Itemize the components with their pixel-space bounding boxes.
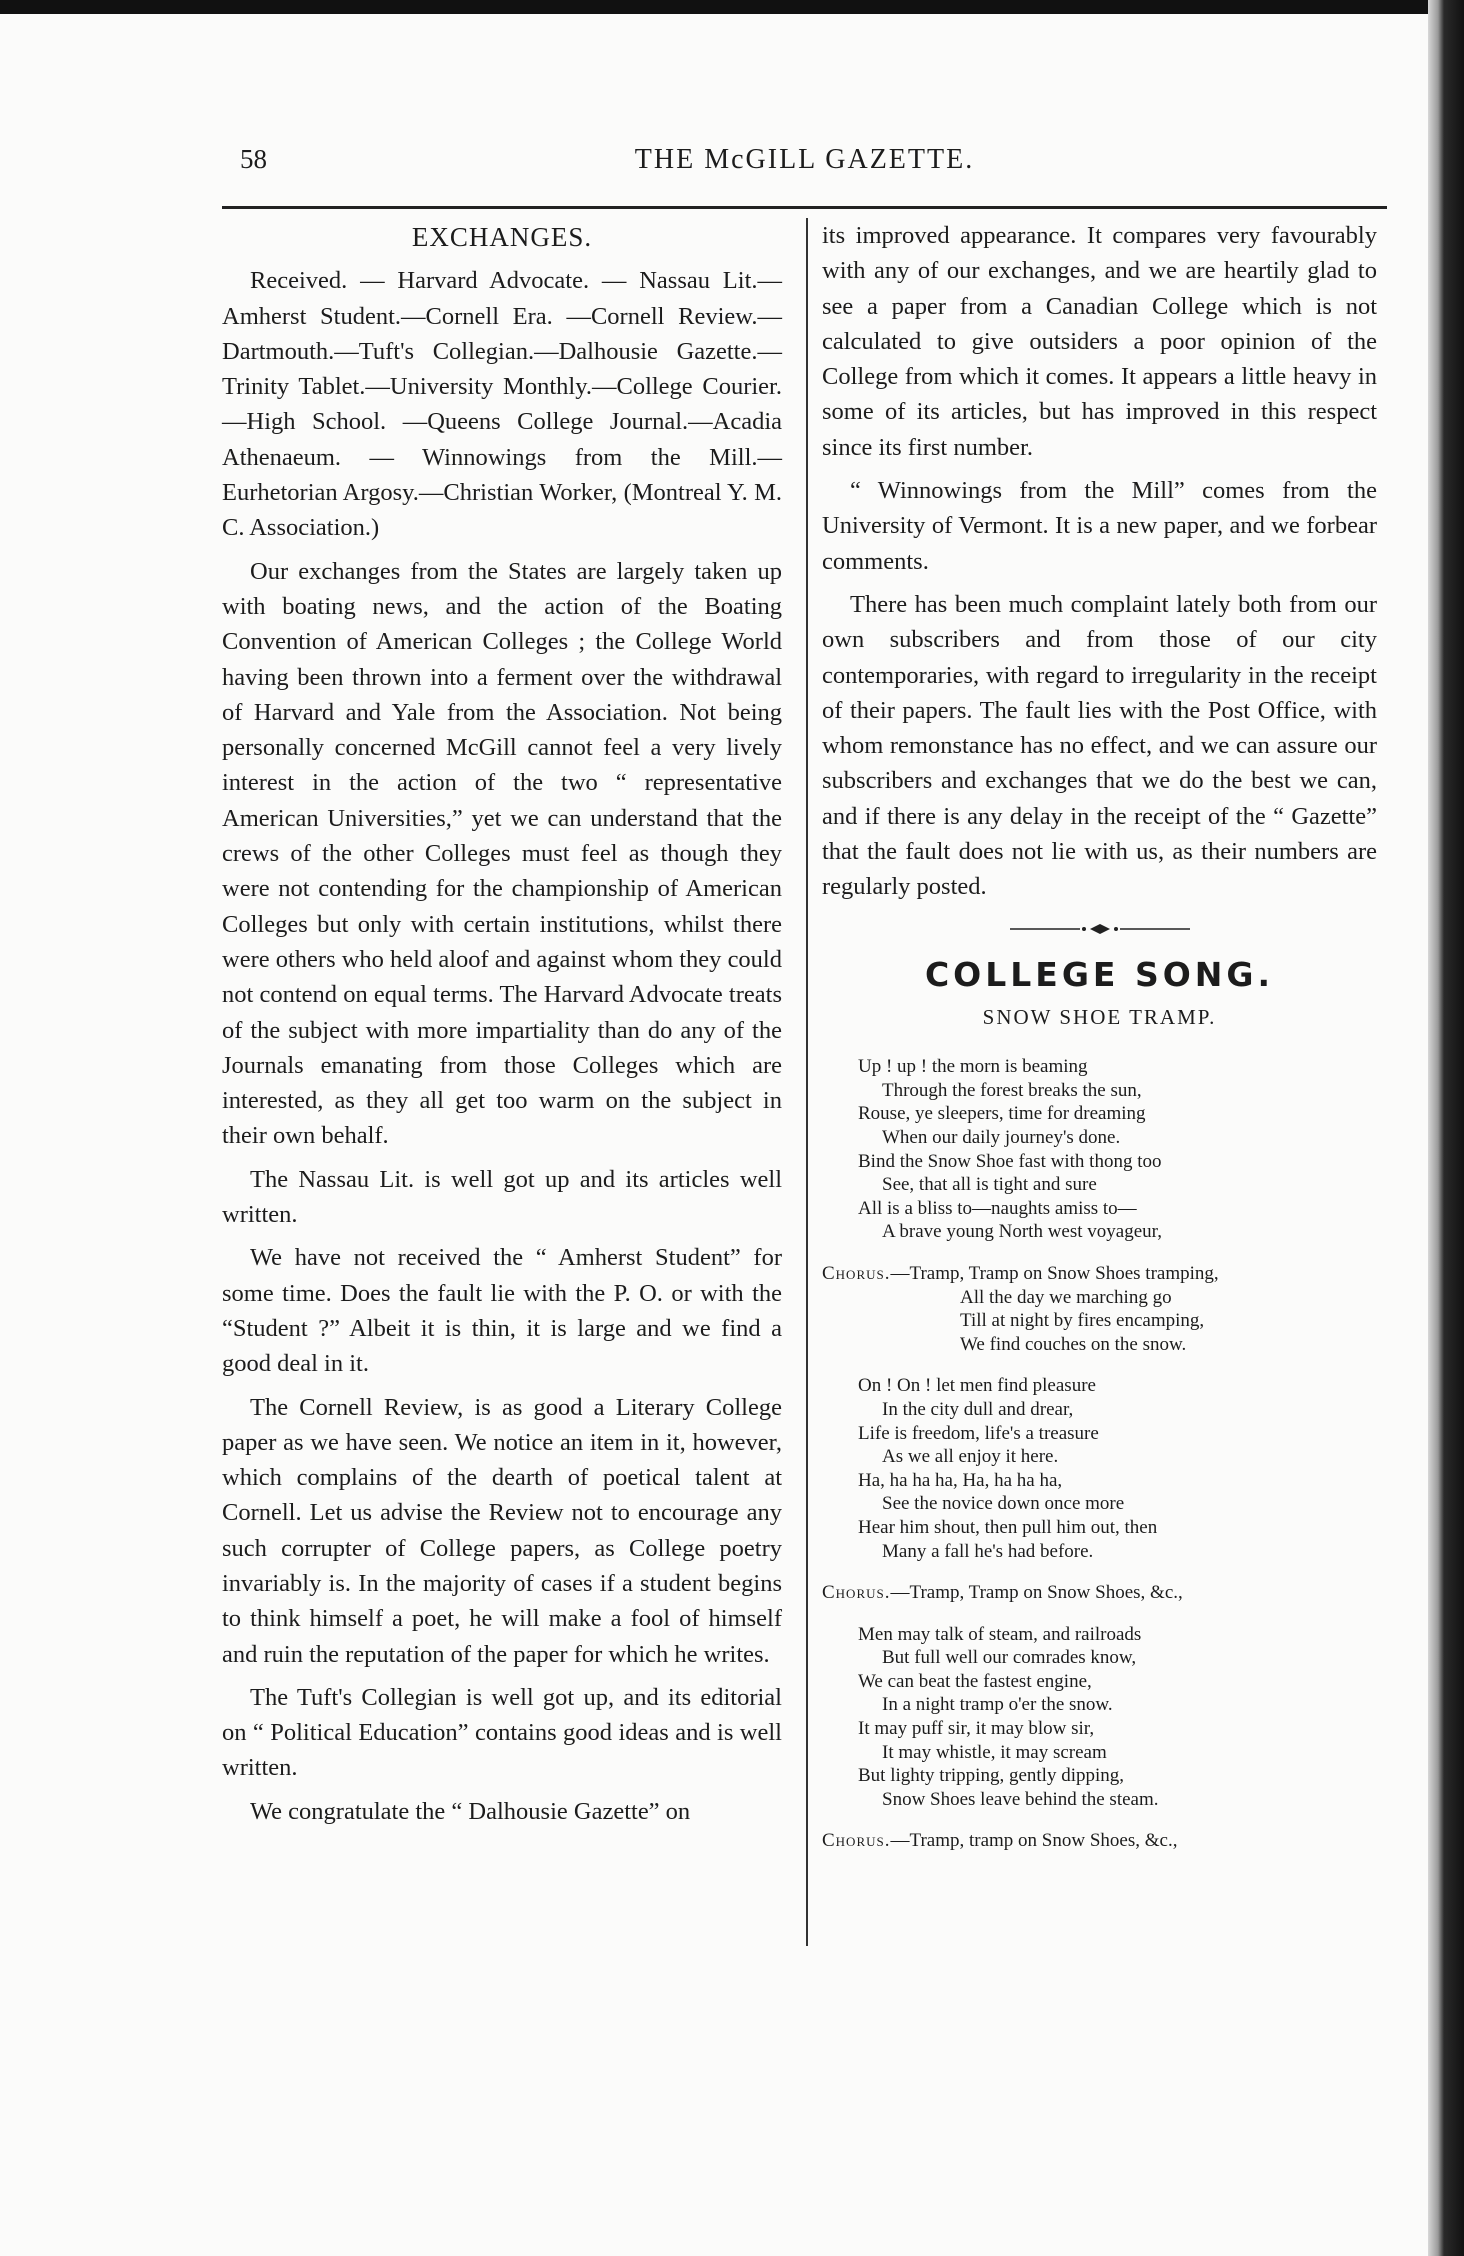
- song-stanza: [822, 1374, 1377, 1563]
- chorus-label: Chorus.: [822, 1262, 891, 1284]
- column-divider: [806, 218, 808, 1946]
- chorus-label: Chorus.: [822, 1830, 891, 1852]
- section-ornament: [822, 923, 1377, 935]
- verse-line: But lighty tripping, gently dipping,: [858, 1765, 1124, 1787]
- song-title: COLLEGE SONG.: [924, 954, 1275, 994]
- song-chorus: [822, 1581, 1377, 1605]
- verse-line: Rouse, ye sleepers, time for dreaming: [858, 1103, 1146, 1125]
- verse-line: Life is freedom, life's a treasure: [858, 1422, 1099, 1444]
- verse-line: It may puff sir, it may blow sir,: [858, 1718, 1095, 1740]
- verse-line: Through the forest breaks the sun,: [882, 1079, 1142, 1101]
- song-chorus: [822, 1829, 1377, 1853]
- song-chorus: [822, 1262, 1377, 1356]
- exchanges-paragraph-continued: its improved appearance. It compares very favourably with any of our exchanges, and we are heartily glad to see a paper from a Canadian College which is not calculated to give outsiders a poor opinion of the College from which it comes. It appears a little heavy in some of its articles, but has improved in this respect since its first number.: [822, 222, 1377, 461]
- verse-line: On ! On ! let men find pleasure: [858, 1375, 1096, 1397]
- exchanges-paragraph: The Nassau Lit. is well got up and its articles well written.: [222, 1165, 782, 1229]
- exchanges-paragraph: Our exchanges from the States are largely taken up with boating news, and the action of the Boating Convention of American Colleges ; the College World having been thrown into a ferment over the withdrawal of Harvard and Yale from the Association. Not being personally concerned McGill cannot feel a very lively interest in the action of the two “ representative American Universities,” yet we can understand that the crews of the other Colleges must feel as though they were not contending for the championship of American Colleges but only with certain institutions, whilst there were others who held aloof and against whom they could not contend on equal terms. The Harvard Advocate treats of the subject with more impartiality than do any of the Journals emanating from those Colleges which are interested, as they all get too warm on the subject in their own behalf.: [222, 557, 782, 1150]
- exchanges-paragraph: The Tuft's Collegian is well got up, and its editorial on “ Political Education” contains good ideas and is well written.: [222, 1683, 782, 1782]
- chorus-line: —Tramp, Tramp on Snow Shoes, &c.,: [890, 1582, 1183, 1604]
- song-stanza: [822, 1623, 1377, 1812]
- exchanges-paragraph: We have not received the “ Amherst Student” for some time. Does the fault lie with the P. O. or with the “Student ?” Albeit it is thin, it is large and we find a good deal in it.: [222, 1244, 782, 1378]
- verse-line: When our daily journey's done.: [882, 1127, 1121, 1149]
- chorus-line: We find couches on the snow.: [960, 1333, 1187, 1355]
- chorus-line: Till at night by fires encamping,: [960, 1310, 1205, 1332]
- verse-line: As we all enjoy it here.: [882, 1446, 1059, 1468]
- verse-line: See the novice down once more: [882, 1493, 1125, 1515]
- exchanges-paragraph: The Cornell Review, is as good a Literary College paper as we have seen. We notice an item in it, however, which complains of the dearth of poetical talent at Cornell. Let us advise the Review not to encourage any such corrupter of College papers, as College poetry invariably is. In the majority of cases if a student begins to think himself a poet, he will make a fool of himself and ruin the reputation of the paper for which he writes.: [222, 1393, 782, 1668]
- verse-line: A brave young North west voyageur,: [882, 1221, 1162, 1243]
- verse-line: In the city dull and drear,: [882, 1398, 1074, 1420]
- left-column: [222, 218, 782, 1837]
- scan-border-top: [0, 0, 1464, 14]
- verse-line: Snow Shoes leave behind the steam.: [882, 1788, 1159, 1810]
- verse-line: But full well our comrades know,: [882, 1647, 1137, 1669]
- chorus-line: All the day we marching go: [960, 1286, 1172, 1308]
- verse-line: It may whistle, it may scream: [882, 1741, 1107, 1763]
- exchanges-paragraph: “ Winnowings from the Mill” comes from the University of Vermont. It is a new paper, and we forbear comments.: [822, 477, 1377, 575]
- header-rule: [222, 206, 1387, 209]
- chorus-line: —Tramp, tramp on Snow Shoes, &c.,: [890, 1830, 1178, 1852]
- verse-line: In a night tramp o'er the snow.: [882, 1694, 1113, 1716]
- page-number: 58: [240, 144, 267, 174]
- chorus-line: —Tramp, Tramp on Snow Shoes tramping,: [890, 1262, 1219, 1284]
- exchanges-title: EXCHANGES.: [411, 222, 593, 252]
- verse-line: Ha, ha ha ha, Ha, ha ha ha,: [858, 1469, 1063, 1491]
- scan-border-right: [1428, 0, 1464, 2256]
- exchanges-paragraph: We congratulate the “ Dalhousie Gazette” on: [250, 1797, 691, 1825]
- received-list: Received. — Harvard Advocate. — Nassau Lit.—Amherst Student.—Cornell Era. —Cornell Review.—Dartmouth.—Tuft's Collegian.—Dalhousie Gazette.—Trinity Tablet.—University Monthly.—College Courier.—High School. —Queens College Journal.—Acadia Athenaeum. — Winnowings from the Mill.— Eurhetorian Argosy.—Christian Worker, (Montreal Y. M. C. Association.): [222, 267, 782, 542]
- chorus-label: Chorus.: [822, 1582, 891, 1604]
- right-column: [822, 218, 1377, 1871]
- song-stanza: [822, 1055, 1377, 1244]
- exchanges-paragraph: There has been much complaint lately both from our own subscribers and from those of our city contemporaries, with regard to irregularity in the receipt of their papers. The fault lies with the Post Office, with whom remonstance has no effect, and we can assure our subscribers and exchanges that we do the best we can, and if there is any delay in the receipt of the “ Gazette” that the fault does not lie with us, as their numbers are regularly posted.: [822, 590, 1377, 901]
- verse-line: All is a bliss to—naughts amiss to—: [858, 1197, 1137, 1219]
- verse-line: See, that all is tight and sure: [882, 1174, 1097, 1196]
- verse-line: Men may talk of steam, and railroads: [858, 1623, 1142, 1645]
- song-subtitle: SNOW SHOE TRAMP.: [982, 1004, 1217, 1029]
- verse-line: Hear him shout, then pull him out, then: [858, 1516, 1158, 1538]
- page-header: [222, 140, 1387, 184]
- verse-line: Up ! up ! the morn is beaming: [858, 1056, 1088, 1078]
- running-title: THE McGILL GAZETTE.: [634, 144, 975, 175]
- verse-line: Many a fall he's had before.: [882, 1540, 1094, 1562]
- verse-line: Bind the Snow Shoe fast with thong too: [858, 1150, 1162, 1172]
- verse-line: We can beat the fastest engine,: [858, 1670, 1092, 1692]
